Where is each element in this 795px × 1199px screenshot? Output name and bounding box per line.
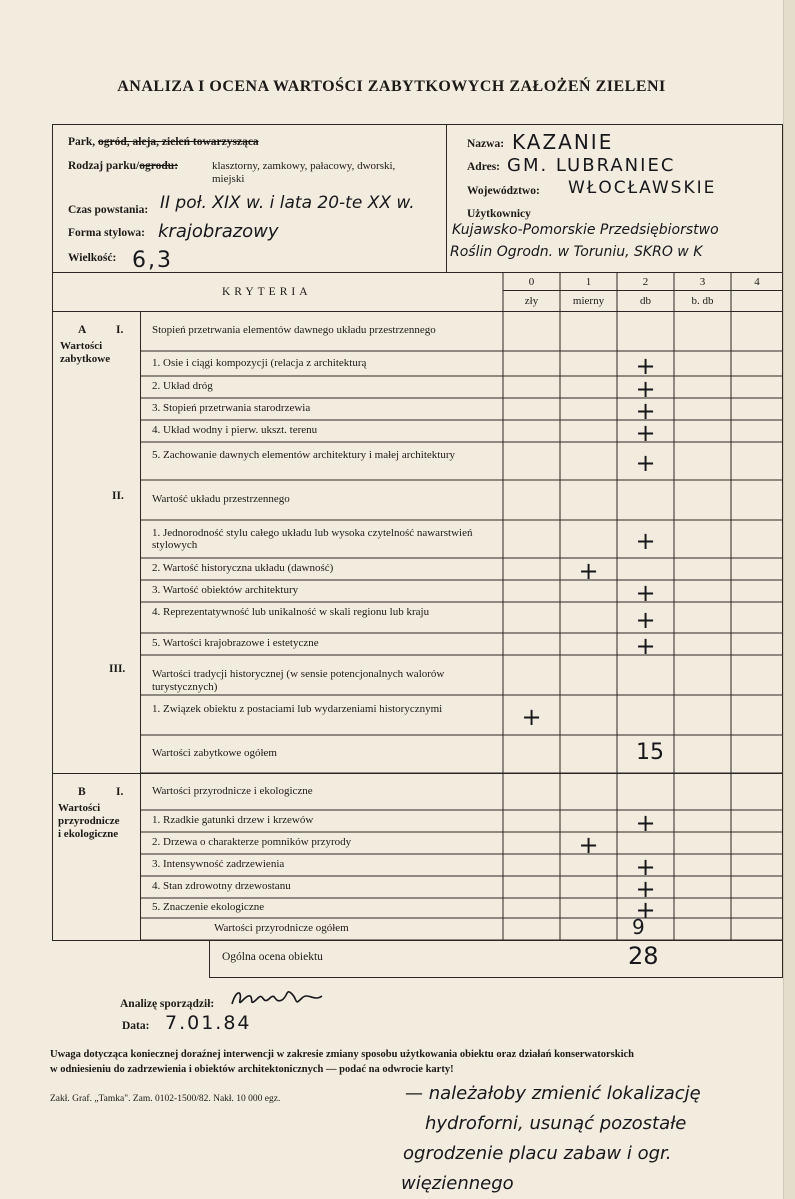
forma-value: krajobrazowy	[158, 221, 279, 242]
adres-value: GM. LUBRANIEC	[507, 155, 676, 176]
criteria-row-label: 3. Wartość obiektów architektury	[152, 584, 299, 596]
score-4: 4	[754, 276, 760, 288]
note-line-4: więziennego	[401, 1173, 514, 1194]
score-mark: +	[635, 527, 656, 555]
park-label: Park, ogród, aleja, zieleń towarzysząca	[68, 136, 259, 148]
note-line-2: hydroforni, usunąć pozostałe	[425, 1113, 687, 1134]
kryteria-label: KRYTERIA	[222, 286, 312, 298]
forma-label: Forma stylowa:	[68, 227, 145, 239]
signature	[228, 984, 328, 1014]
note-line-3: ogrodzenie placu zabaw i ogr.	[403, 1143, 672, 1164]
score-label-0: zły	[524, 295, 539, 307]
score-mark: +	[635, 605, 656, 634]
score-mark: +	[521, 703, 542, 731]
warning-note: Uwaga dotycząca koniecznej doraźnej interwencji w zakresie zmiany sposobu użytkowania obiektu oraz działań konserwatorskich w odniesieniu do zadrzewienia i obiektów architektonicznych — podać na odwrocie karty!	[50, 1049, 634, 1075]
criteria-row-label: 5. Znaczenie ekologiczne	[152, 901, 265, 913]
czas-label: Czas powstania:	[68, 204, 149, 216]
section-a-letter: A	[78, 324, 87, 336]
total-label: Wartości przyrodnicze ogółem	[214, 922, 349, 934]
wojewodztwo-label: Województwo:	[467, 185, 540, 197]
score-mark: +	[635, 875, 656, 903]
score-mark: +	[635, 632, 656, 660]
score-mark: +	[635, 449, 656, 477]
criteria-group-title: Wartości tradycji historycznej (w sensie potencjonalnych walorów turystycznych)	[152, 668, 445, 693]
score-2: 2	[642, 276, 649, 288]
criteria-group-title: Wartość układu przestrzennego	[152, 493, 290, 505]
score-3: 3	[699, 276, 706, 288]
criteria-row-label: 2. Wartość historyczna układu (dawność)	[152, 562, 334, 574]
score-label-2: db	[640, 295, 651, 307]
criteria-row-label: 1. Osie i ciągi kompozycji (relacja z architekturą	[152, 356, 367, 369]
nazwa-value: KAZANIE	[512, 130, 614, 154]
overall-label: Ogólna ocena obiektu	[222, 951, 323, 963]
score-label-3: b. db	[691, 295, 714, 307]
overall-value: 28	[628, 942, 659, 970]
adres-label: Adres:	[467, 161, 501, 173]
total-value: 15	[636, 740, 664, 765]
criteria-row-label: 4. Reprezentatywność lub unikalność w skali regionu lub kraju	[152, 605, 430, 618]
criteria-row-label: 4. Stan zdrowotny drzewostanu	[152, 880, 291, 892]
criteria-row-label: 3. Stopień przetrwania starodrzewia	[152, 402, 311, 414]
total-label: Wartości zabytkowe ogółem	[152, 747, 277, 759]
score-mark: +	[578, 831, 599, 859]
score-mark: +	[635, 419, 656, 447]
data-value: 7.01.84	[165, 1012, 252, 1034]
analiza-label: Analizę sporządził:	[120, 998, 215, 1010]
criteria-row-label: 2. Układ dróg	[152, 380, 213, 392]
data-label: Data:	[122, 1020, 150, 1032]
criteria-row-label: 5. Zachowanie dawnych elementów architektury i małej architektury	[152, 449, 455, 461]
nazwa-label: Nazwa:	[467, 138, 505, 150]
criteria-row-label: 4. Układ wodny i pierw. ukszt. terenu	[152, 424, 318, 436]
score-mark: +	[635, 853, 656, 881]
score-mark: +	[635, 896, 656, 924]
note-line-1: — należałoby zmienić lokalizację	[405, 1083, 701, 1104]
section-a-group2-roman: II.	[112, 490, 124, 502]
score-label-1: mierny	[572, 295, 605, 307]
total-value: 9	[632, 915, 645, 939]
uzytkownicy-value-1: Kujawsko-Pomorskie Przedsiębiorstwo	[452, 222, 719, 238]
score-mark: +	[635, 809, 656, 837]
rodzaj-label: Rodzaj parku/ogrodu:	[68, 160, 179, 172]
document-title: ANALIZA I OCENA WARTOŚCI ZABYTKOWYCH ZAŁOŻEŃ ZIELENI	[117, 78, 666, 95]
criteria-row-label: 2. Drzewa o charakterze pomników przyrody	[152, 836, 352, 848]
criteria-row-label: 1. Związek obiektu z postaciami lub wydarzeniami historycznymi	[152, 703, 443, 715]
wojewodztwo-value: WŁOCŁAWSKIE	[568, 178, 717, 198]
rodzaj-options: klasztorny, zamkowy, pałacowy, dworski, miejski	[212, 160, 396, 185]
uzytkownicy-label: Użytkownicy	[467, 208, 531, 220]
score-mark: +	[635, 351, 656, 380]
criteria-group-title: Wartości przyrodnicze i ekologiczne	[152, 784, 313, 797]
criteria-row-label: 1. Jednorodność stylu całego układu lub wysoka czytelność nawarstwień stylowych	[152, 527, 473, 551]
section-a-name: Wartości zabytkowe	[60, 340, 111, 365]
section-a-group3-roman: III.	[109, 663, 126, 675]
section-b-name: Wartości przyrodnicze i ekologiczne	[58, 802, 120, 840]
score-mark: +	[635, 397, 656, 425]
uzytkownicy-value-2: Roślin Ogrodn. w Toruniu, SKRO w K	[450, 244, 703, 260]
criteria-row-label: 1. Rzadkie gatunki drzew i krzewów	[152, 814, 314, 826]
criteria-row-label: 3. Intensywność zadrzewienia	[152, 858, 285, 870]
criteria-group-title: Stopień przetrwania elementów dawnego układu przestrzennego	[152, 324, 436, 336]
wielkosc-label: Wielkość:	[68, 252, 117, 264]
score-mark: +	[635, 579, 656, 607]
score-1: 1	[585, 276, 592, 288]
section-b-letter: B	[78, 786, 86, 798]
score-0: 0	[528, 276, 535, 288]
criteria-row-label: 5. Wartości krajobrazowe i estetyczne	[152, 637, 319, 649]
section-a-roman: I.	[116, 324, 124, 336]
score-mark: +	[635, 375, 656, 403]
wielkosc-value: 6,3	[132, 248, 173, 273]
section-b-roman: I.	[116, 786, 124, 798]
score-mark: +	[578, 557, 599, 585]
czas-value: II poł. XIX w. i lata 20-te XX w.	[160, 193, 415, 213]
printer-note: Zakł. Graf. „Tamka". Zam. 0102-1500/82. Nakł. 10 000 egz.	[50, 1094, 281, 1104]
